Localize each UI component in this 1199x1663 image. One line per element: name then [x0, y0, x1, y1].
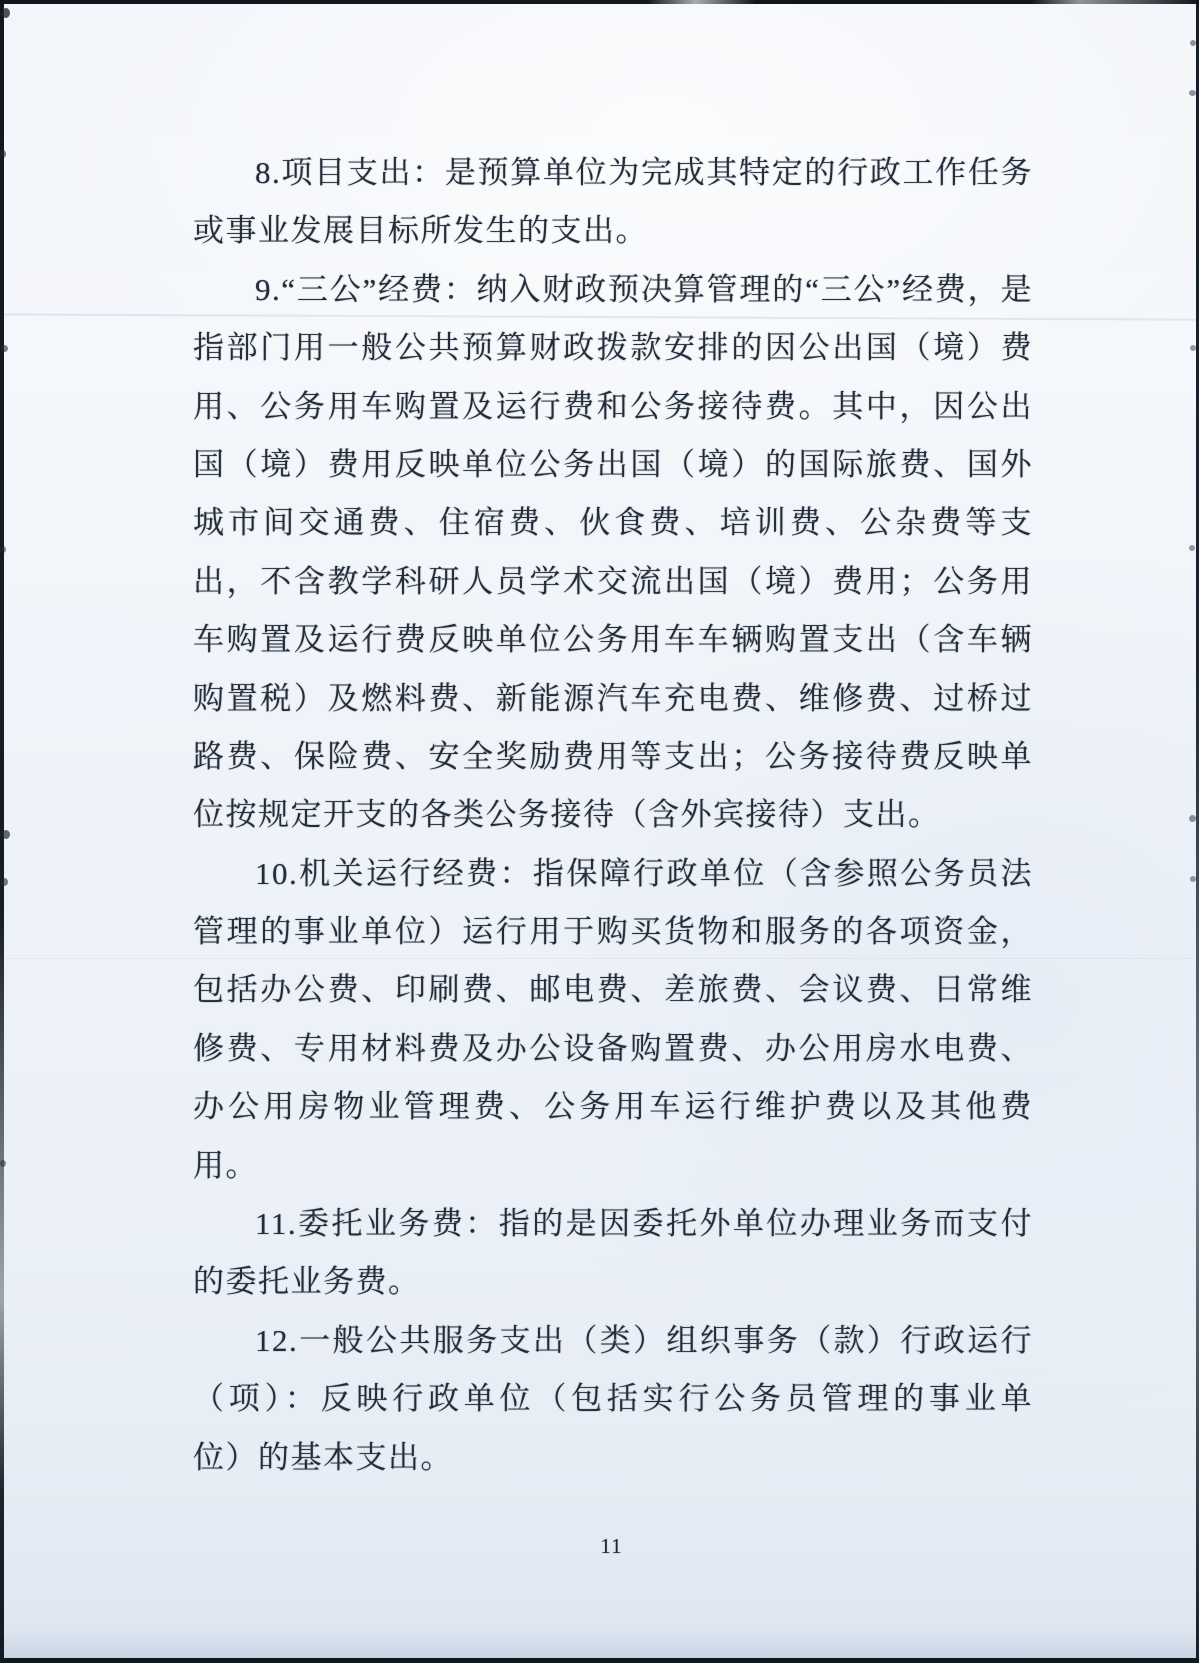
- text-line: 购置税）及燃料费、新能源汽车充电费、维修费、过桥过: [193, 680, 1033, 716]
- text-line: 或事业发展目标所发生的支出。: [193, 213, 648, 249]
- scan-speck: [1189, 815, 1196, 822]
- text-line: 9.“三公”经费：纳入财政预决算管理的“三公”经费，是: [255, 271, 1033, 307]
- scan-speck: [0, 1160, 6, 1167]
- text-line: 国（境）费用反映单位公务出国（境）的国际旅费、国外: [193, 446, 1033, 482]
- text-line: 包括办公费、印刷费、邮电费、差旅费、会议费、日常维: [193, 972, 1033, 1008]
- paragraph-item-9: [193, 261, 1033, 845]
- text-line: 路费、保险费、安全奖励费用等支出；公务接待费反映单: [193, 738, 1033, 774]
- scan-speck: [1190, 40, 1196, 46]
- scan-shading-band: [0, 1632, 1199, 1658]
- scan-speck: [1, 345, 8, 352]
- text-line: 管理的事业单位）运行用于购买货物和服务的各项资金，: [193, 914, 1033, 950]
- scan-speck: [0, 546, 6, 553]
- text-line: 车购置及运行费反映单位公务用车车辆购置支出（含车辆: [193, 622, 1033, 658]
- scan-speck: [2, 830, 10, 839]
- text-line: （项）：反映行政单位（包括实行公务员管理的事业单: [193, 1381, 1033, 1417]
- scan-speck: [1190, 345, 1196, 351]
- text-line: 指部门用一般公共预算财政拨款安排的因公出国（境）费: [193, 330, 1033, 366]
- text-line: 修费、专用材料费及办公设备购置费、办公用房水电费、: [193, 1030, 1033, 1066]
- text-line: 12.一般公共服务支出（类）组织事务（款）行政运行: [255, 1322, 1033, 1358]
- document-body: [193, 144, 1033, 1487]
- scan-speck: [2, 8, 10, 18]
- scan-speck: [1189, 90, 1196, 96]
- scan-speck: [0, 150, 6, 158]
- text-line: 用、公务用车购置及运行费和公务接待费。其中，因公出: [193, 388, 1033, 424]
- text-line: 的委托业务费。: [193, 1264, 421, 1300]
- scan-edge-top: [0, 0, 1199, 4]
- paragraph-item-10: [193, 845, 1033, 1195]
- text-line: 出，不含教学科研人员学术交流出国（境）费用；公务用: [193, 563, 1033, 599]
- paragraph-item-12: [193, 1312, 1033, 1487]
- scan-speck: [1, 878, 8, 886]
- scan-speck: [1189, 545, 1195, 551]
- text-line: 城市间交通费、住宿费、伙食费、培训费、公杂费等支: [193, 505, 1033, 541]
- text-line: 10.机关运行经费：指保障行政单位（含参照公务员法: [255, 855, 1033, 891]
- scan-speck: [1190, 876, 1196, 882]
- text-line: 8.项目支出：是预算单位为完成其特定的行政工作任务: [255, 155, 1033, 190]
- paragraph-item-11: [193, 1195, 1033, 1312]
- text-line: 11.委托业务费：指的是因委托外单位办理业务而支付: [255, 1206, 1033, 1242]
- text-line: 位）的基本支出。: [193, 1439, 453, 1475]
- text-line: 办公用房物业管理费、公务用车运行维护费以及其他费: [193, 1089, 1033, 1125]
- scan-edge-bottom: [0, 1658, 1199, 1663]
- text-line: 用。: [193, 1147, 258, 1183]
- paragraph-item-8: [193, 144, 1033, 261]
- text-line: 位按规定开支的各类公务接待（含外宾接待）支出。: [193, 797, 941, 833]
- page-number: 11: [600, 1534, 623, 1558]
